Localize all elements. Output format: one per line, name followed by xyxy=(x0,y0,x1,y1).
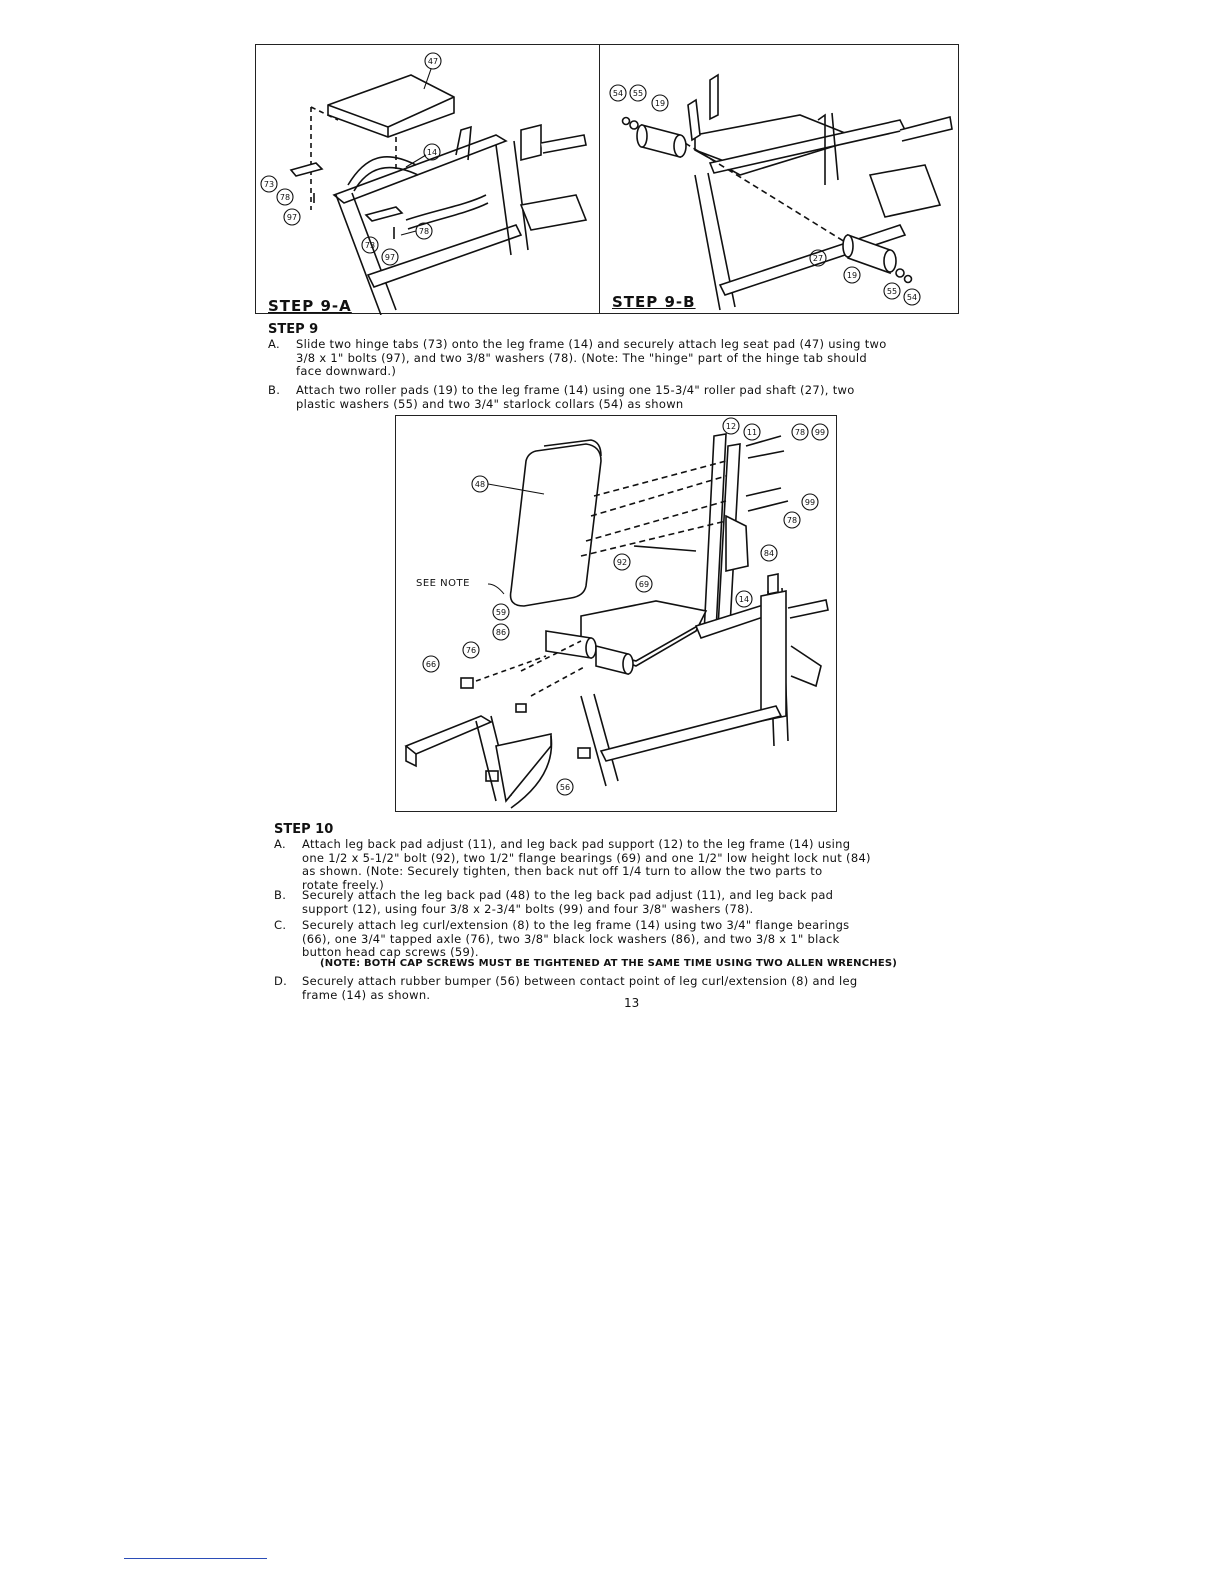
item-letter: C. xyxy=(274,918,287,932)
instruction-line: Attach two roller pads (19) to the leg frame (14) using one 15-3/4" roller pad shaft (27), two xyxy=(296,383,855,397)
instruction-line: Slide two hinge tabs (73) onto the leg frame (14) and securely attach leg seat pad (47) using two xyxy=(296,337,887,351)
callout-55: 55 xyxy=(886,287,898,296)
instruction-line: frame (14) as shown. xyxy=(302,987,431,1002)
callout-73: 73 xyxy=(364,241,376,250)
callout-27: 27 xyxy=(812,254,824,263)
callout-19: 19 xyxy=(654,99,666,108)
step-10b-instruction xyxy=(274,889,954,917)
footer-rule xyxy=(124,1558,267,1559)
callout-97: 97 xyxy=(384,253,396,262)
callout-78: 78 xyxy=(794,428,806,437)
instruction-line: rotate freely.) xyxy=(302,877,384,892)
callout-99: 99 xyxy=(814,428,826,437)
callout-78: 78 xyxy=(279,193,291,202)
callout-84: 84 xyxy=(763,549,775,558)
callout-48: 48 xyxy=(474,480,486,489)
step-10-heading: STEP 10 xyxy=(274,822,334,837)
instruction-line: support (12), using four 3/8 x 2-3/4" bolts (99) and four 3/8" washers (78). xyxy=(302,901,754,916)
callout-14: 14 xyxy=(738,595,750,604)
callout-73: 73 xyxy=(263,180,275,189)
callout-56: 56 xyxy=(559,783,571,792)
callout-99: 99 xyxy=(804,498,816,507)
instruction-line: face downward.) xyxy=(296,364,397,378)
instruction-line: Securely attach leg curl/extension (8) to the leg frame (14) using two 3/4" flange bearings xyxy=(302,918,850,932)
step-10c-instruction xyxy=(274,919,954,961)
step-9-heading: STEP 9 xyxy=(268,322,319,337)
instruction-line: 3/8 x 1" bolts (97), and two 3/8" washers (78). (Note: The "hinge" part of the hinge tab should xyxy=(296,350,868,365)
callout-14: 14 xyxy=(426,148,438,157)
figure-step-10 xyxy=(395,415,837,812)
step-9b-instruction xyxy=(268,384,948,412)
callout-92: 92 xyxy=(616,558,628,567)
item-letter: D. xyxy=(274,974,288,988)
callout-78: 78 xyxy=(418,227,430,236)
callout-47: 47 xyxy=(427,57,439,66)
roller-pad-illustration xyxy=(600,45,960,315)
instruction-line: (66), one 3/4" tapped axle (76), two 3/8" black lock washers (86), and two 3/8 x 1" black xyxy=(302,931,840,946)
step-10a-instruction xyxy=(274,838,954,894)
callout-55: 55 xyxy=(632,89,644,98)
instruction-line: plastic washers (55) and two 3/4" starlock collars (54) as shown xyxy=(296,396,684,411)
item-letter: B. xyxy=(268,383,281,397)
callout-12: 12 xyxy=(725,422,737,431)
callout-69: 69 xyxy=(638,580,650,589)
callout-54: 54 xyxy=(906,293,918,302)
callout-66: 66 xyxy=(425,660,437,669)
item-letter: A. xyxy=(268,337,280,351)
callout-11: 11 xyxy=(746,428,758,437)
figure-caption: STEP 9-A xyxy=(268,297,352,315)
step-10d-instruction xyxy=(274,975,954,1003)
callout-86: 86 xyxy=(495,628,507,637)
instruction-line: Attach leg back pad adjust (11), and leg back pad support (12) to the leg frame (14) using xyxy=(302,837,851,851)
item-letter: B. xyxy=(274,888,287,902)
cap-screw-note: (NOTE: BOTH CAP SCREWS MUST BE TIGHTENED AT THE SAME TIME USING TWO ALLEN WRENCHES) xyxy=(320,958,898,969)
leg-back-pad-curl-illustration xyxy=(396,416,838,813)
instruction-line: as shown. (Note: Securely tighten, then back nut off 1/4 turn to allow the two parts to xyxy=(302,864,823,878)
item-letter: A. xyxy=(274,837,286,851)
callout-19: 19 xyxy=(846,271,858,280)
callout-54: 54 xyxy=(612,89,624,98)
instruction-line: one 1/2 x 5-1/2" bolt (92), two 1/2" flange bearings (69) and one 1/2" low height lock nut (84) xyxy=(302,850,871,865)
instruction-line: Securely attach rubber bumper (56) between contact point of leg curl/extension (8) and leg xyxy=(302,974,858,988)
leg-frame-seat-pad-illustration xyxy=(256,45,601,315)
callout-59: 59 xyxy=(495,608,507,617)
callout-78: 78 xyxy=(786,516,798,525)
figure-step-9a xyxy=(255,44,600,314)
callout-97: 97 xyxy=(286,213,298,222)
instruction-line: Securely attach the leg back pad (48) to the leg back pad adjust (11), and leg back pad xyxy=(302,888,834,902)
callout-76: 76 xyxy=(465,646,477,655)
figure-step-9b xyxy=(599,44,959,314)
step-9a-instruction xyxy=(268,338,948,380)
figure-caption: STEP 9-B xyxy=(612,293,696,311)
page-number: 13 xyxy=(624,996,640,1010)
see-note-label: SEE NOTE xyxy=(416,578,470,589)
instruction-line: button head cap screws (59). xyxy=(302,945,479,959)
